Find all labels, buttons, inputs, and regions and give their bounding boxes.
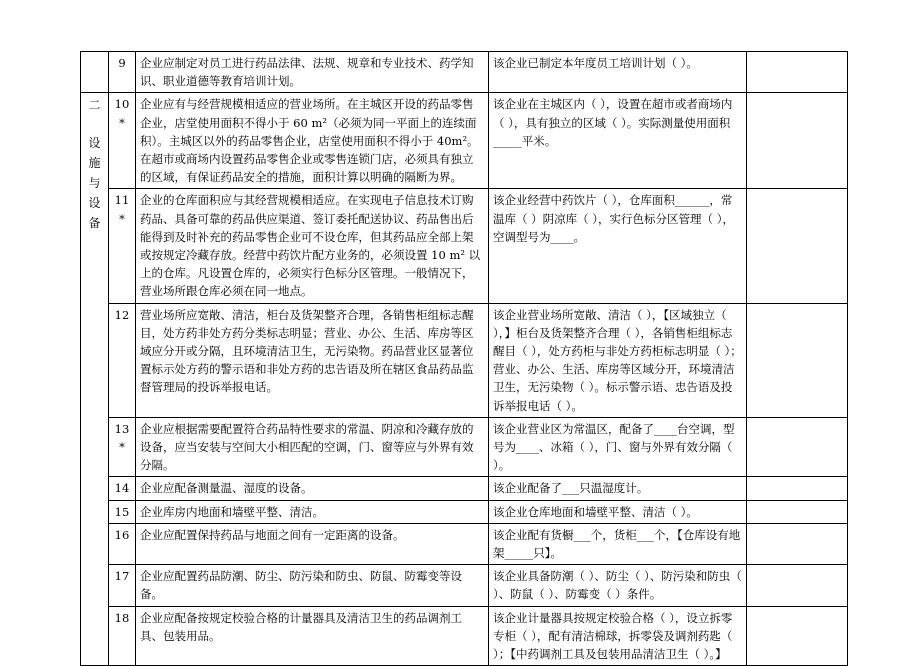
item-number: 16	[109, 523, 136, 564]
key-item-star: *	[119, 115, 125, 130]
result-cell	[747, 523, 848, 564]
check-text: 该企业营业区为常温区，配备了____台空调，型号为____、冰箱（ ），门、窗与外界有效分隔（ ）。	[489, 417, 747, 477]
check-text: 该企业经营中药饮片（ ），仓库面积______，常温库（ ）阴凉库（ ），实行色标分区管理（ ），空调型号为____。	[489, 189, 747, 303]
key-item-star: *	[119, 211, 125, 226]
table-row	[81, 93, 848, 189]
result-cell	[747, 606, 848, 666]
category-name: 设施与设备	[88, 136, 101, 231]
requirement-text: 企业应配备按规定校验合格的计量器具及清洁卫生的药品调剂工具、包装用品。	[136, 606, 489, 666]
result-cell	[747, 565, 848, 606]
item-number: 13 *	[109, 417, 136, 477]
check-text: 该企业营业场所宽敞、清洁（ ），【区域独立（ ），】柜台及货架整齐合理（ ），各销售柜组标志醒目（ ），处方药柜与非处方药柜标志明显（ ）；营业、办公、生活、库房等区域分开，环境清洁卫生，无污染物（ ）。标示警示语、忠告语及投诉举报电话（ ）。	[489, 303, 747, 417]
requirement-text: 企业应配置保持药品与地面之间有一定距离的设备。	[136, 523, 489, 564]
result-cell	[747, 52, 848, 93]
result-cell	[747, 477, 848, 500]
result-cell	[747, 93, 848, 189]
item-number: 10 *	[109, 93, 136, 189]
requirement-text: 企业应配备测量温、湿度的设备。	[136, 477, 489, 500]
table-row	[81, 303, 848, 417]
table-row	[81, 189, 848, 303]
result-cell	[747, 303, 848, 417]
check-text: 该企业具备防潮（ ）、防尘（ ）、防污染和防虫（ ）、防鼠（ ）、防霉变（ ）条件。	[489, 565, 747, 606]
requirement-text: 营业场所应宽敞、清洁，柜台及货架整齐合理，各销售柜组标志醒目，处方药非处方药分类标志明显；营业、办公、生活、库房等区域应分开或分隔，且环境清洁卫生，无污染物。药品营业区显著位置标示处方药的警示语和非处方药的忠告语及所在辖区食品药品监督管理局的投诉举报电话。	[136, 303, 489, 417]
check-text: 该企业仓库地面和墙壁平整、清洁（ ）。	[489, 500, 747, 523]
item-number: 15	[109, 500, 136, 523]
requirement-text: 企业应根据需要配置符合药品特性要求的常温、阴凉和冷藏存放的设备，应当安装与空间大小相匹配的空调，门、窗等应与外界有效分隔。	[136, 417, 489, 477]
item-number: 11 *	[109, 189, 136, 303]
requirement-text: 企业应制定对员工进行药品法律、法规、规章和专业技术、药学知识、职业道德等教育培训计划。	[136, 52, 489, 93]
table-row	[81, 565, 848, 606]
category-number: 二	[88, 98, 101, 113]
result-cell	[747, 189, 848, 303]
check-text: 该企业配有货橱___个，货柜___个，【仓库设有地架_____只】。	[489, 523, 747, 564]
inspection-table	[80, 51, 848, 666]
table-row	[81, 417, 848, 477]
check-text: 该企业计量器具按规定校验合格（ ），设立拆零专柜（ ），配有清洁棉球，拆零袋及调剂药匙（ ）；【中药调剂工具及包装用品清洁卫生（ ）。】	[489, 606, 747, 666]
table-row	[81, 477, 848, 500]
requirement-text: 企业应有与经营规模相适应的营业场所。在主城区开设的药品零售企业，店堂使用面积不得小于 60 m²（必须为同一平面上的连续面积）。主城区以外的药品零售企业，店堂使用面积不得小于 40m²。在超市或商场内设置药品零售企业或零售连锁门店，必须具有独立的区域，有保证药品安全的措施，面积计算以明确的隔断为界。	[136, 93, 489, 189]
check-text: 该企业在主城区内（ ），设置在超市或者商场内（ ），具有独立的区域（ ）。实际测量使用面积_____平米。	[489, 93, 747, 189]
category-cell	[81, 93, 109, 666]
check-text: 该企业配备了___只温湿度计。	[489, 477, 747, 500]
table-row	[81, 523, 848, 564]
table-row	[81, 52, 848, 93]
item-number: 9	[109, 52, 136, 93]
item-number: 12	[109, 303, 136, 417]
table-row	[81, 606, 848, 666]
item-number: 17	[109, 565, 136, 606]
item-number: 14	[109, 477, 136, 500]
key-item-star: *	[119, 440, 125, 455]
result-cell	[747, 500, 848, 523]
requirement-text: 企业应配置药品防潮、防尘、防污染和防虫、防鼠、防霉变等设备。	[136, 565, 489, 606]
result-cell	[747, 417, 848, 477]
item-number: 18	[109, 606, 136, 666]
requirement-text: 企业库房内地面和墙壁平整、清洁。	[136, 500, 489, 523]
table-row	[81, 500, 848, 523]
check-text: 该企业已制定本年度员工培训计划（ ）。	[489, 52, 747, 93]
category-cell-blank	[81, 52, 109, 93]
requirement-text: 企业的仓库面积应与其经营规模相适应。在实现电子信息技术订购药品、具备可靠的药品供应渠道、签订委托配送协议、药品售出后能得到及时补充的药品零售企业可不设仓库，但其药品应全部上架或按规定冷藏存放。经营中药饮片配方业务的，必须设置 10 m² 以上的仓库。凡设置仓库的，必须实行色标分区管理。一般情况下，营业场所跟仓库必须在同一地点。	[136, 189, 489, 303]
